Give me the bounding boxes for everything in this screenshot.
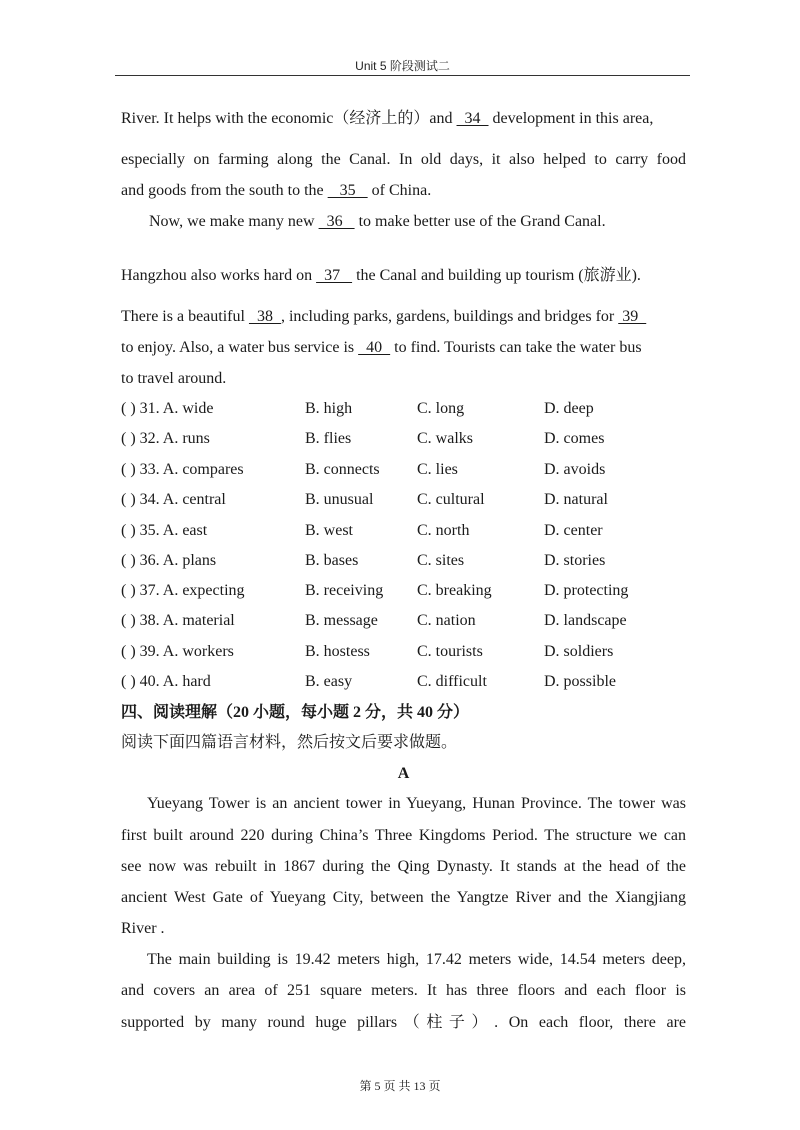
passage-text: the Canal and building up tourism (旅游业). bbox=[352, 267, 641, 284]
option-c: C. breaking bbox=[417, 582, 492, 599]
option-d: D. avoids bbox=[544, 461, 606, 478]
option-b: B. unusual bbox=[305, 491, 374, 508]
option-c: C. difficult bbox=[417, 673, 487, 690]
option-b: B. bases bbox=[305, 552, 359, 569]
question-stem: ( ) 35. A. east bbox=[121, 522, 208, 539]
passage-text: , including parks, gardens, buildings and bridges for bbox=[280, 308, 619, 325]
reading-line-3: see now was rebuilt in 1867 during the Qing Dynasty. It stands at the head of the bbox=[121, 858, 686, 875]
question-stem: ( ) 36. A. plans bbox=[121, 552, 217, 569]
option-c: C. tourists bbox=[417, 643, 483, 660]
blank-36: 36 bbox=[318, 213, 355, 230]
question-stem: ( ) 40. A. hard bbox=[121, 673, 211, 690]
blank-35: 35 bbox=[327, 182, 368, 199]
question-34 bbox=[121, 490, 686, 510]
option-d: D. landscape bbox=[544, 612, 627, 629]
question-37 bbox=[121, 581, 686, 601]
option-b: B. hostess bbox=[305, 643, 370, 660]
passage-line-8: to travel around. bbox=[121, 370, 227, 387]
option-c: C. cultural bbox=[417, 491, 485, 508]
question-32 bbox=[121, 429, 686, 449]
question-stem: ( ) 34. A. central bbox=[121, 491, 226, 508]
reading-line-7: and covers an area of 251 square meters. It has three floors and each floor is bbox=[121, 982, 686, 999]
passage-text: to make better use of the Grand Canal. bbox=[354, 213, 606, 230]
option-b: B. easy bbox=[305, 673, 353, 690]
question-stem: ( ) 32. A. runs bbox=[121, 430, 210, 447]
passage-line-2: especially on farming along the Canal. In old days, it also helped to carry food bbox=[121, 151, 686, 168]
question-stem: ( ) 37. A. expecting bbox=[121, 582, 245, 599]
option-d: D. deep bbox=[544, 400, 594, 417]
reading-line-2: first built around 220 during China’s Three Kingdoms Period. The structure we can bbox=[121, 827, 686, 844]
option-c: C. long bbox=[417, 400, 465, 417]
option-b: B. receiving bbox=[305, 582, 384, 599]
option-d: D. protecting bbox=[544, 582, 629, 599]
option-b: B. high bbox=[305, 400, 353, 417]
option-b: B. connects bbox=[305, 461, 380, 478]
page-header-title: Unit 5 阶段测试二 bbox=[355, 59, 450, 73]
option-d: D. soldiers bbox=[544, 643, 614, 660]
question-39 bbox=[121, 642, 686, 662]
header-rule bbox=[115, 75, 690, 76]
question-36 bbox=[121, 551, 686, 571]
question-31 bbox=[121, 399, 686, 419]
reading-line-5: River . bbox=[121, 920, 165, 937]
passage-text: River. It helps with the economic（经济上的）and bbox=[121, 110, 457, 127]
reading-line-4: ancient West Gate of Yueyang City, between the Yangtze River and the Xiangjiang bbox=[121, 889, 686, 906]
blank-40: 40 bbox=[358, 339, 391, 356]
option-d: D. comes bbox=[544, 430, 605, 447]
passage-text: of China. bbox=[367, 182, 432, 199]
passage-text: to enjoy. Also, a water bus service is bbox=[121, 339, 359, 356]
option-b: B. west bbox=[305, 522, 353, 539]
reading-line-6: The main building is 19.42 meters high, 17.42 meters wide, 14.54 meters deep, bbox=[147, 951, 686, 968]
passage-text: Hangzhou also works hard on bbox=[121, 267, 317, 284]
option-c: C. lies bbox=[417, 461, 458, 478]
page-footer: 第 5 页 共 13 页 bbox=[359, 1079, 441, 1093]
passage-text: Now, we make many new bbox=[149, 213, 319, 230]
passage-line-3 bbox=[121, 181, 686, 201]
passage-text: development in this area, bbox=[488, 110, 654, 127]
passage-line-7 bbox=[121, 338, 686, 358]
section-heading: 四、阅读理解（20 小题，每小题 2 分，共 40 分） bbox=[121, 704, 470, 721]
option-c: C. nation bbox=[417, 612, 476, 629]
section-instruction: 阅读下面四篇语言材料，然后按文后要求做题。 bbox=[121, 734, 458, 751]
option-d: D. possible bbox=[544, 673, 616, 690]
blank-37: 37 bbox=[316, 267, 353, 284]
option-d: D. stories bbox=[544, 552, 606, 569]
blank-39: 39 bbox=[618, 308, 647, 325]
passage-line-5 bbox=[121, 266, 686, 286]
question-stem: ( ) 31. A. wide bbox=[121, 400, 214, 417]
option-c: C. sites bbox=[417, 552, 465, 569]
option-b: B. message bbox=[305, 612, 378, 629]
passage-text: to find. Tourists can take the water bus bbox=[390, 339, 642, 356]
passage-text: There is a beautiful bbox=[121, 308, 249, 325]
blank-38: 38 bbox=[248, 308, 281, 325]
passage-line-6 bbox=[121, 307, 686, 327]
question-40 bbox=[121, 672, 686, 692]
passage-label: A bbox=[397, 765, 410, 782]
option-c: C. north bbox=[417, 522, 470, 539]
question-stem: ( ) 39. A. workers bbox=[121, 643, 234, 660]
question-stem: ( ) 33. A. compares bbox=[121, 461, 244, 478]
passage-line-1 bbox=[121, 109, 686, 129]
passage-text: and goods from the south to the bbox=[121, 182, 328, 199]
option-d: D. center bbox=[544, 522, 603, 539]
reading-line-1: Yueyang Tower is an ancient tower in Yueyang, Hunan Province. The tower was bbox=[147, 795, 686, 812]
blank-34: 34 bbox=[456, 110, 489, 127]
question-38 bbox=[121, 611, 686, 631]
option-b: B. flies bbox=[305, 430, 352, 447]
question-33 bbox=[121, 460, 686, 480]
question-stem: ( ) 38. A. material bbox=[121, 612, 235, 629]
option-d: D. natural bbox=[544, 491, 608, 508]
question-35 bbox=[121, 521, 686, 541]
passage-line-4 bbox=[149, 212, 686, 232]
option-c: C. walks bbox=[417, 430, 473, 447]
reading-line-8: supported by many round huge pillars（柱子）. On each floor, there are bbox=[121, 1014, 686, 1031]
